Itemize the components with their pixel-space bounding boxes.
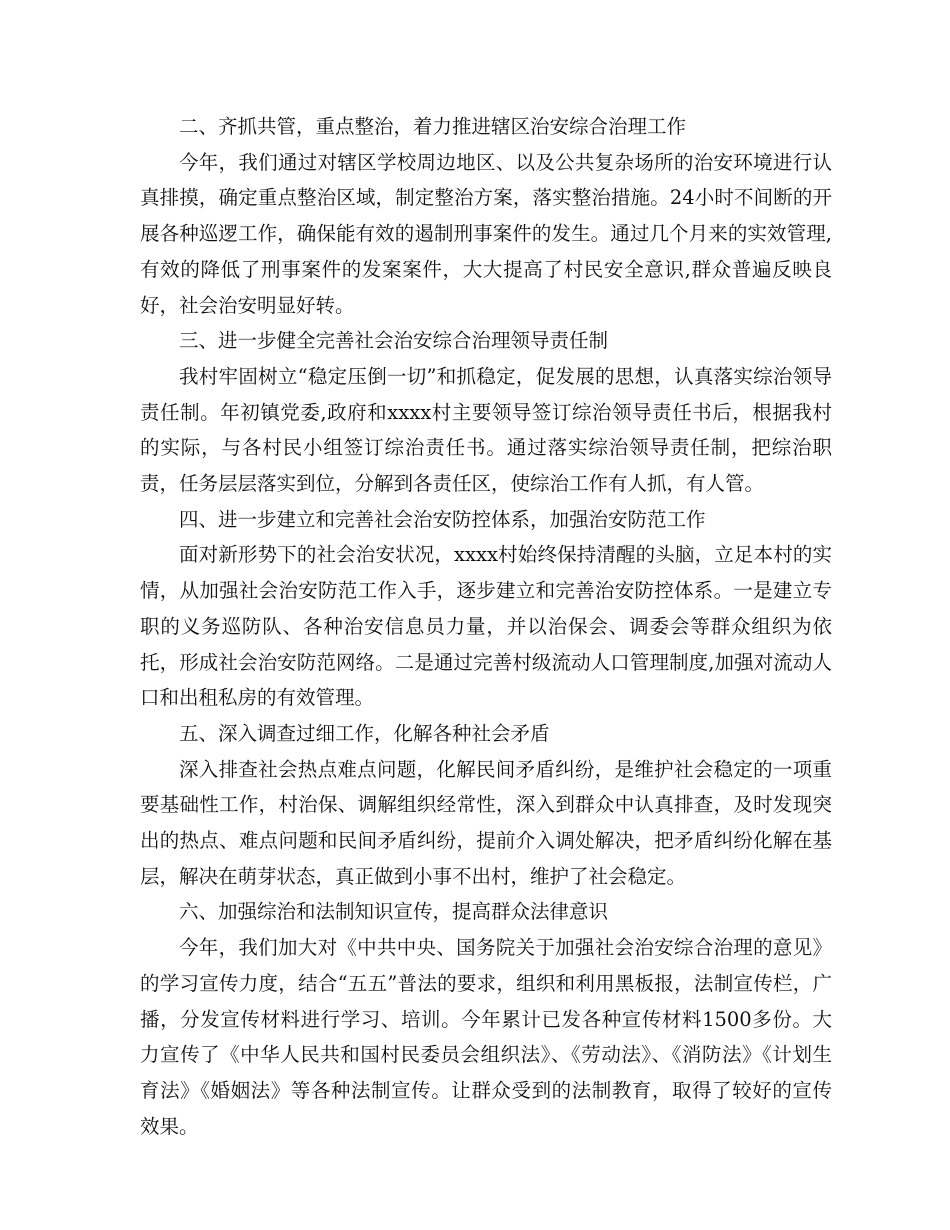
section-body-4: 面对新形势下的社会治安状况，xxxx村始终保持清醒的头脑，立足本村的实情，从加强社会治安防范工作入手，逐步建立和完善治安防控体系。一是建立专职的义务巡防队、各种治安信息员力量，并以治保会、调委会等群众组织为依托，形成社会治安防范网络。二是通过完善村级流动人口管理制度,加强对流动人口和出租私房的有效管理。: [140, 543, 832, 710]
section-body-3: 我村牢固树立“稳定压倒一切”和抓稳定，促发展的思想，认真落实综治领导责任制。年初镇党委,政府和xxxx村主要领导签订综治领导责任书后，根据我村的实际，与各村民小组签订综治责任书。通过落实综治领导责任制，把综治职责，任务层层落实到位，分解到各责任区，使综治工作有人抓，有人管。: [140, 364, 832, 496]
section-heading-4: 四、进一步建立和完善社会治安防控体系，加强治安防范工作: [179, 507, 706, 531]
section-body-2: 今年，我们通过对辖区学校周边地区、以及公共复杂场所的治安环境进行认真排摸，确定重点整治区域，制定整治方案，落实整治措施。24小时不间断的开展各种巡逻工作，确保能有效的遏制刑事案件的发生。通过几个月来的实效管理,有效的降低了刑事案件的发案案件，大大提高了村民安全意识,群众普遍反映良好，社会治安明显好转。: [140, 150, 832, 317]
section-heading-6: 六、加强综治和法制知识宣传，提高群众法律意识: [179, 900, 609, 924]
section-body-5: 深入排查社会热点难点问题，化解民间矛盾纠纷，是维护社会稳定的一项重要基础性工作，村治保、调解组织经常性，深入到群众中认真排查，及时发现突出的热点、难点问题和民间矛盾纠纷，提前介入调处解决，把矛盾纠纷化解在基层，解决在萌芽状态，真正做到小事不出村，维护了社会稳定。: [140, 757, 832, 888]
section-heading-3: 三、进一步健全完善社会治安综合治理领导责任制: [179, 329, 609, 353]
section-body-6: 今年，我们加大对《中共中央、国务院关于加强社会治安综合治理的意见》的学习宣传力度，结合“五五”普法的要求，组织和利用黑板报，法制宣传栏，广播，分发宣传材料进行学习、培训。今年累计已发各种宣传材料1500多份。大力宣传了《中华人民共和国村民委员会组织法》、《劳动法》、《消防法》《计划生育法》《婚姻法》等各种法制宣传。让群众受到的法制教育，取得了较好的宣传效果。: [140, 936, 832, 1138]
section-heading-2: 二、齐抓共管，重点整治，着力推进辖区治安综合治理工作: [179, 115, 687, 138]
section-heading-5: 五、深入调查过细工作，化解各种社会矛盾: [179, 721, 550, 745]
